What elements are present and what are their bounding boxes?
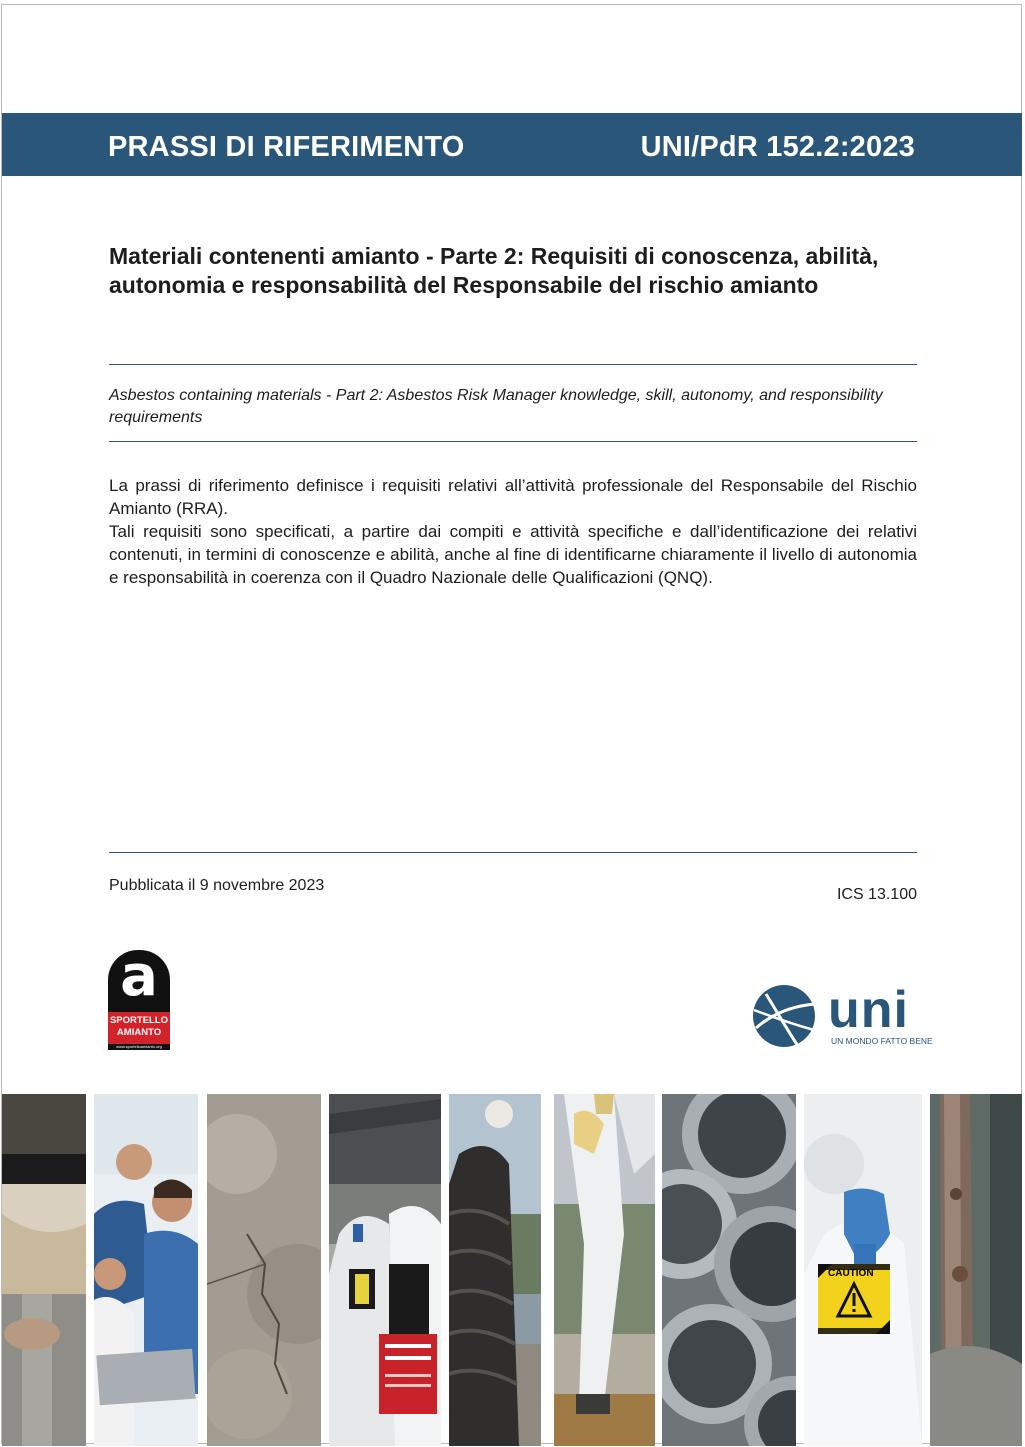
uni-wordmark: uni [828,981,909,1039]
abstract-paragraph: La prassi di riferimento definisce i requisiti relativi all’attività professionale del Responsabile del Rischio Amianto (RRA). [109,476,917,518]
document-type-label: PRASSI DI RIFERIMENTO [108,131,465,163]
divider-top [109,364,917,365]
logo-url: www.sportelloamianto.org [108,1044,170,1050]
photo-cracked-surface [207,1094,321,1446]
logo-label [108,1012,170,1044]
photo-pipe-insulation [2,1094,86,1446]
photo-corrugated-sheet [449,1094,541,1446]
globe-icon [752,984,818,1050]
logo-label-line1: SPORTELLO [109,1015,169,1026]
document-code: UNI/PdR 152.2:2023 [640,131,915,163]
photo-cement-pipes [662,1094,796,1446]
photo-rusted-pipe [930,1094,1022,1446]
logo-label-line2: AMIANTO [116,1027,162,1038]
ics-code: ICS 13.100 [836,886,917,903]
english-title: Asbestos containing materials - Part 2: Asbestos Risk Manager knowledge, skill, autonomy, and responsibility requirements [109,387,883,426]
publication-date: Pubblicata il 9 novembre 2023 [109,877,325,894]
logo-badge [108,944,170,1012]
photo-caution-sign [804,1094,922,1446]
abstract-paragraph: Tali requisiti sono specificati, a partire dai compiti e attività specifiche e dall’identificazione dei relativi contenuti, in termini di conoscenze e abilità, anche al fine di identificarne chiaramente il livello di autonomia e responsabilità in coerenza con il Quadro Nazionale delle Qualificazioni (QNQ). [109,522,917,587]
caution-sign-text: CAUTION [828,1268,874,1279]
document-title: Materiali contenenti amianto - Parte 2: Requisiti di conoscenza, abilità, autonomia e responsabilità del Responsabile del rischio amianto [109,243,879,298]
photo-protective-suit [554,1094,655,1446]
logo-letter: a [120,944,158,1009]
uni-tagline: UN MONDO FATTO BENE [831,1036,933,1046]
photo-engineers-laptop [94,1094,198,1446]
divider-middle [109,441,917,442]
sportello-amianto-logo [108,944,170,1050]
abstract [109,474,917,589]
divider-bottom [109,852,917,853]
photo-asbestos-bags [329,1094,441,1446]
uni-logo [752,981,933,1052]
